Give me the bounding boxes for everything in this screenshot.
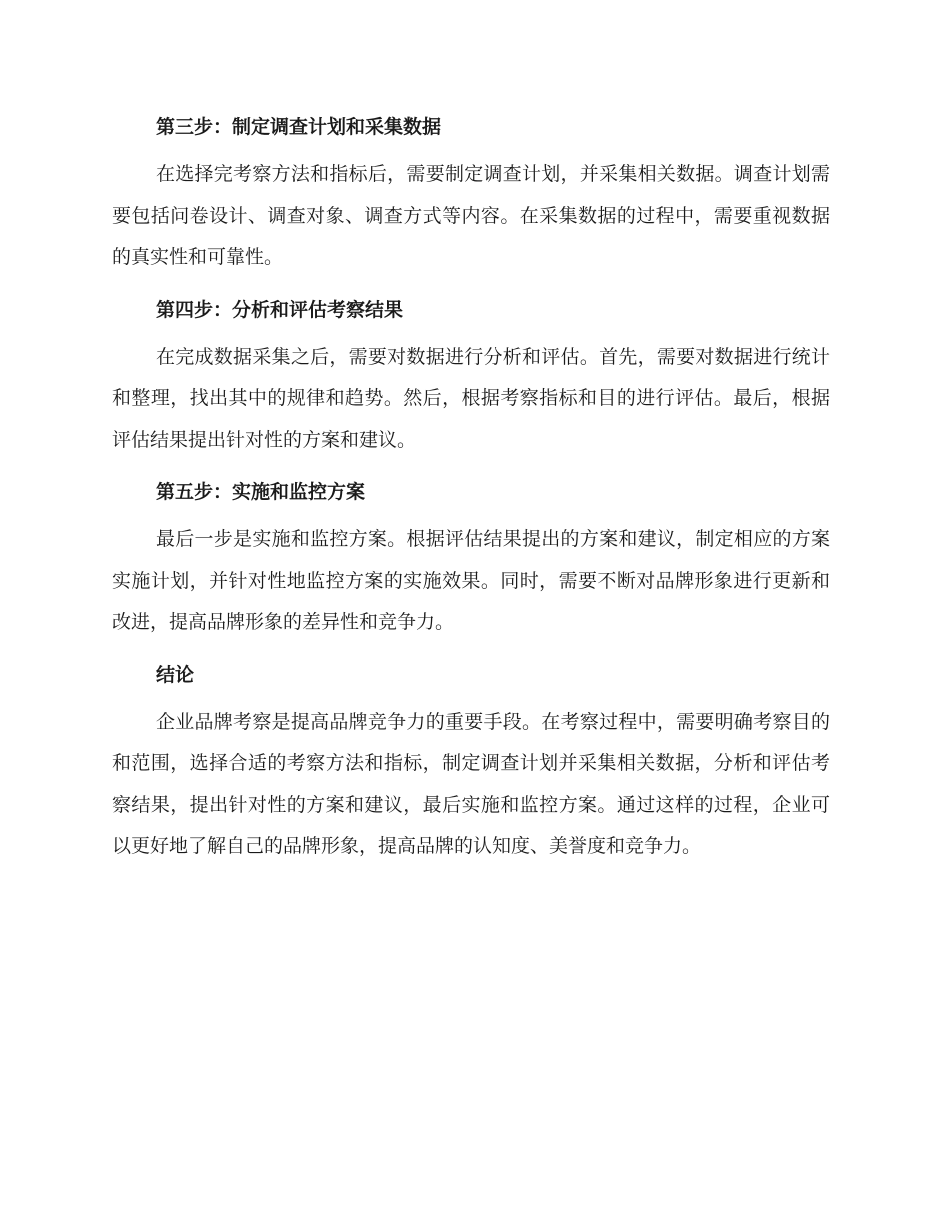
section-heading: 结论	[156, 663, 195, 686]
section-heading: 第五步：实施和监控方案	[156, 481, 366, 503]
section-paragraph: 在完成数据采集之后，需要对数据进行分析和评估。首先，需要对数据进行统计和整理，找出其中的规律和趋势。然后，根据考察指标和目的进行评估。最后，根据评估结果提出针对性的方案和建议。	[112, 345, 830, 451]
section-step-5	[112, 475, 830, 644]
section-heading: 第四步：分析和评估考察结果	[156, 298, 404, 321]
section-step-4	[112, 293, 830, 462]
section-step-3	[112, 110, 830, 279]
section-conclusion	[112, 658, 830, 868]
section-paragraph: 企业品牌考察是提高品牌竞争力的重要手段。在考察过程中，需要明确考察目的和范围，选择合适的考察方法和指标，制定调查计划并采集相关数据，分析和评估考察结果，提出针对性的方案和建议，最后实施和监控方案。通过这样的过程，企业可以更好地了解自己的品牌形象，提高品牌的认知度、美誉度和竞争力。	[112, 710, 830, 857]
section-paragraph: 在选择完考察方法和指标后，需要制定调查计划，并采集相关数据。调查计划需要包括问卷设计、调查对象、调查方式等内容。在采集数据的过程中，需要重视数据的真实性和可靠性。	[112, 163, 830, 268]
section-heading: 第三步：制定调查计划和采集数据	[156, 116, 442, 138]
section-paragraph: 最后一步是实施和监控方案。根据评估结果提出的方案和建议，制定相应的方案实施计划，并针对性地监控方案的实施效果。同时，需要不断对品牌形象进行更新和改进，提高品牌形象的差异性和竞争力。	[112, 528, 830, 633]
